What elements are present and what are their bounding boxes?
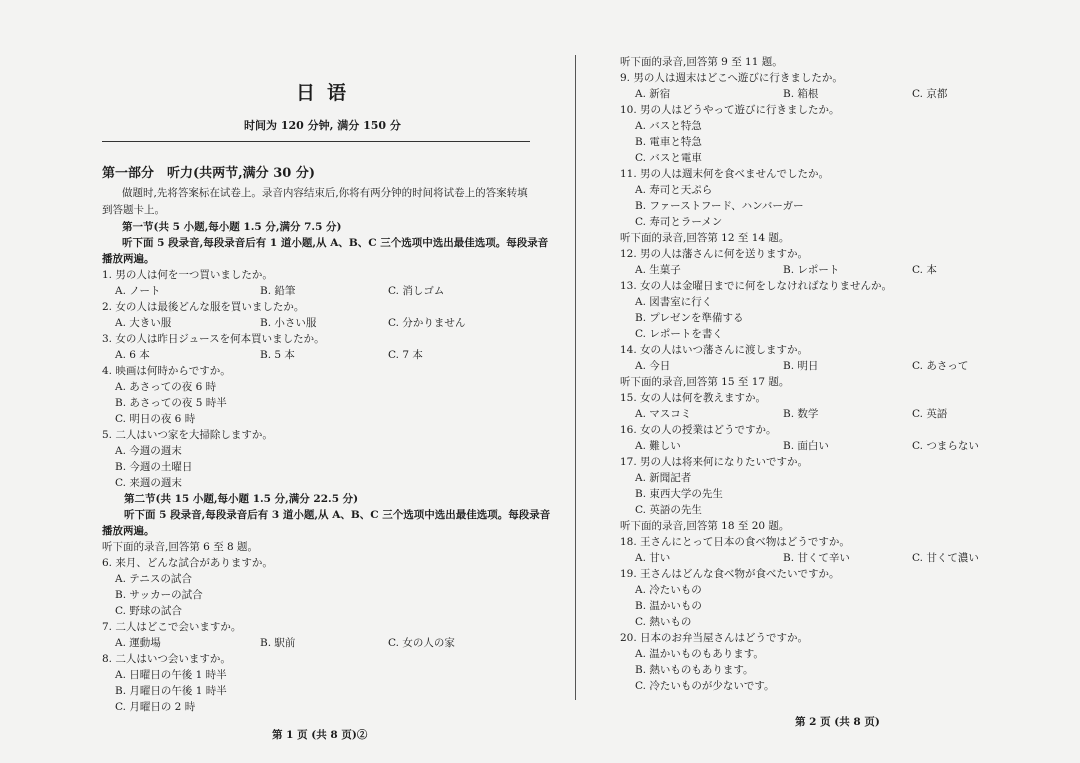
section2-heading: 第二节(共 15 小题,每小题 1.5 分,满分 22.5 分)	[124, 493, 359, 505]
footer-page-1: 第 1 页 (共 8 页)②	[272, 729, 368, 741]
q19-option-c: C. 熱いもの	[635, 616, 692, 628]
q1-option-a: A. ノート	[115, 285, 161, 297]
question-6: 6. 来月、どんな試合がありますか。	[102, 557, 273, 569]
q6-option-c: C. 野球の試合	[115, 605, 182, 617]
q17-option-a: A. 新聞記者	[635, 472, 692, 484]
q20-option-c: C. 冷たいものが少ないです。	[635, 680, 775, 692]
q13-option-c: C. レポートを書く	[635, 328, 723, 340]
q8-option-b: B. 月曜日の午後 1 時半	[115, 685, 227, 697]
page-divider	[575, 55, 576, 700]
q16-option-a: A. 難しい	[635, 440, 681, 452]
q17-option-c: C. 英語の先生	[635, 504, 702, 516]
question-12: 12. 男の人は藩さんに何を送りますか。	[620, 248, 809, 260]
q7-option-a: A. 運動場	[115, 637, 161, 649]
question-17: 17. 男の人は将来何になりたいですか。	[620, 456, 809, 468]
q5-option-b: B. 今週の土曜日	[115, 461, 193, 473]
question-2: 2. 女の人は最後どんな服を買いましたか。	[102, 301, 305, 313]
q18-option-c: C. 甘くて濃い	[912, 552, 979, 564]
q11-option-a: A. 寿司と天ぷら	[635, 184, 713, 196]
listen-note-6-8: 听下面的录音,回答第 6 至 8 题。	[102, 541, 259, 553]
page-title: 日语	[296, 82, 359, 104]
q4-option-c: C. 明日の夜 6 時	[115, 413, 196, 425]
q14-option-a: A. 今日	[635, 360, 671, 372]
question-20: 20. 日本のお弁当屋さんはどうですか。	[620, 632, 809, 644]
listen-note-18-20: 听下面的录音,回答第 18 至 20 题。	[620, 520, 790, 532]
question-16: 16. 女の人の授業はどうですか。	[620, 424, 777, 436]
question-18: 18. 王さんにとって日本の食べ物はどうですか。	[620, 536, 850, 548]
q12-option-c: C. 本	[912, 264, 937, 276]
question-11: 11. 男の人は週末何を食べませんでしたか。	[620, 168, 830, 180]
q15-option-b: B. 数学	[783, 408, 819, 420]
q10-option-c: C. バスと電車	[635, 152, 702, 164]
q2-option-b: B. 小さい服	[260, 317, 317, 329]
q1-option-c: C. 消しゴム	[388, 285, 445, 297]
question-15: 15. 女の人は何を教えますか。	[620, 392, 767, 404]
question-10: 10. 男の人はどうやって遊びに行きましたか。	[620, 104, 840, 116]
q7-option-b: B. 駅前	[260, 637, 296, 649]
q3-option-c: C. 7 本	[388, 349, 423, 361]
q4-option-b: B. あさっての夜 5 時半	[115, 397, 227, 409]
question-19: 19. 王さんはどんな食べ物が食べたいですか。	[620, 568, 840, 580]
question-14: 14. 女の人はいつ藩さんに渡しますか。	[620, 344, 809, 356]
part1-heading: 第一部分 听力(共两节,满分 30 分)	[102, 166, 315, 181]
question-1: 1. 男の人は何を一つ買いましたか。	[102, 269, 273, 281]
q3-option-a: A. 6 本	[115, 349, 150, 361]
footer-page-2: 第 2 页 (共 8 页)	[795, 716, 880, 728]
q19-option-a: A. 冷たいもの	[635, 584, 702, 596]
question-8: 8. 二人はいつ会いますか。	[102, 653, 231, 665]
section1-instruction-1: 听下面 5 段录音,每段录音后有 1 道小题,从 A、B、C 三个选项中选出最佳选项。每段录音	[122, 237, 549, 249]
q9-option-b: B. 箱根	[783, 88, 819, 100]
listen-note-12-14: 听下面的录音,回答第 12 至 14 题。	[620, 232, 790, 244]
q13-option-b: B. プレゼンを準備する	[635, 312, 744, 324]
q9-option-c: C. 京都	[912, 88, 948, 100]
q8-option-a: A. 日曜日の午後 1 時半	[115, 669, 227, 681]
q19-option-b: B. 温かいもの	[635, 600, 702, 612]
q4-option-a: A. あさっての夜 6 時	[115, 381, 217, 393]
q11-option-b: B. ファーストフード、ハンバーガー	[635, 200, 804, 212]
q1-option-b: B. 鉛筆	[260, 285, 296, 297]
q14-option-b: B. 明日	[783, 360, 819, 372]
exam-subtitle: 时间为 120 分钟, 满分 150 分	[244, 119, 401, 132]
q18-option-b: B. 甘くて辛い	[783, 552, 850, 564]
q10-option-a: A. バスと特急	[635, 120, 702, 132]
q9-option-a: A. 新宿	[635, 88, 671, 100]
intro-line-1: 做题时,先将答案标在试卷上。录音内容结束后,你将有两分钟的时间将试卷上的答案转填	[122, 187, 528, 199]
q14-option-c: C. あさって	[912, 360, 969, 372]
q7-option-c: C. 女の人の家	[388, 637, 455, 649]
q2-option-a: A. 大きい服	[115, 317, 172, 329]
q17-option-b: B. 東西大学の先生	[635, 488, 723, 500]
intro-line-2: 到答题卡上。	[102, 204, 165, 216]
q6-option-a: A. テニスの試合	[115, 573, 192, 585]
q2-option-c: C. 分かりません	[388, 317, 466, 329]
q16-option-c: C. つまらない	[912, 440, 979, 452]
section2-instruction-1: 听下面 5 段录音,每段录音后有 3 道小题,从 A、B、C 三个选项中选出最佳选项。每段录音	[124, 509, 551, 521]
q11-option-c: C. 寿司とラーメン	[635, 216, 723, 228]
question-3: 3. 女の人は昨日ジュースを何本買いましたか。	[102, 333, 325, 345]
section1-heading: 第一节(共 5 小题,每小题 1.5 分,满分 7.5 分)	[122, 221, 342, 233]
question-5: 5. 二人はいつ家を大掃除しますか。	[102, 429, 273, 441]
q3-option-b: B. 5 本	[260, 349, 295, 361]
listen-note-15-17: 听下面的录音,回答第 15 至 17 题。	[620, 376, 790, 388]
q15-option-a: A. マスコミ	[635, 408, 692, 420]
q18-option-a: A. 甘い	[635, 552, 671, 564]
q6-option-b: B. サッカーの試合	[115, 589, 203, 601]
q16-option-b: B. 面白い	[783, 440, 829, 452]
q8-option-c: C. 月曜日の 2 時	[115, 701, 196, 713]
q20-option-b: B. 熱いものもあります。	[635, 664, 754, 676]
question-7: 7. 二人はどこで会いますか。	[102, 621, 242, 633]
q12-option-a: A. 生菓子	[635, 264, 681, 276]
q15-option-c: C. 英語	[912, 408, 948, 420]
question-4: 4. 映画は何時からですか。	[102, 365, 231, 377]
title-rule	[102, 141, 530, 142]
q12-option-b: B. レポート	[783, 264, 840, 276]
q10-option-b: B. 電車と特急	[635, 136, 702, 148]
question-13: 13. 女の人は金曜日までに何をしなければなりませんか。	[620, 280, 893, 292]
question-9: 9. 男の人は週末はどこへ遊びに行きましたか。	[620, 72, 843, 84]
section2-instruction-2: 播放两遍。	[102, 525, 155, 537]
listen-note-9-11: 听下面的录音,回答第 9 至 11 题。	[620, 56, 783, 68]
q20-option-a: A. 温かいものもあります。	[635, 648, 764, 660]
q5-option-c: C. 来週の週末	[115, 477, 182, 489]
q13-option-a: A. 図書室に行く	[635, 296, 713, 308]
section1-instruction-2: 播放两遍。	[102, 253, 155, 265]
q5-option-a: A. 今週の週末	[115, 445, 182, 457]
